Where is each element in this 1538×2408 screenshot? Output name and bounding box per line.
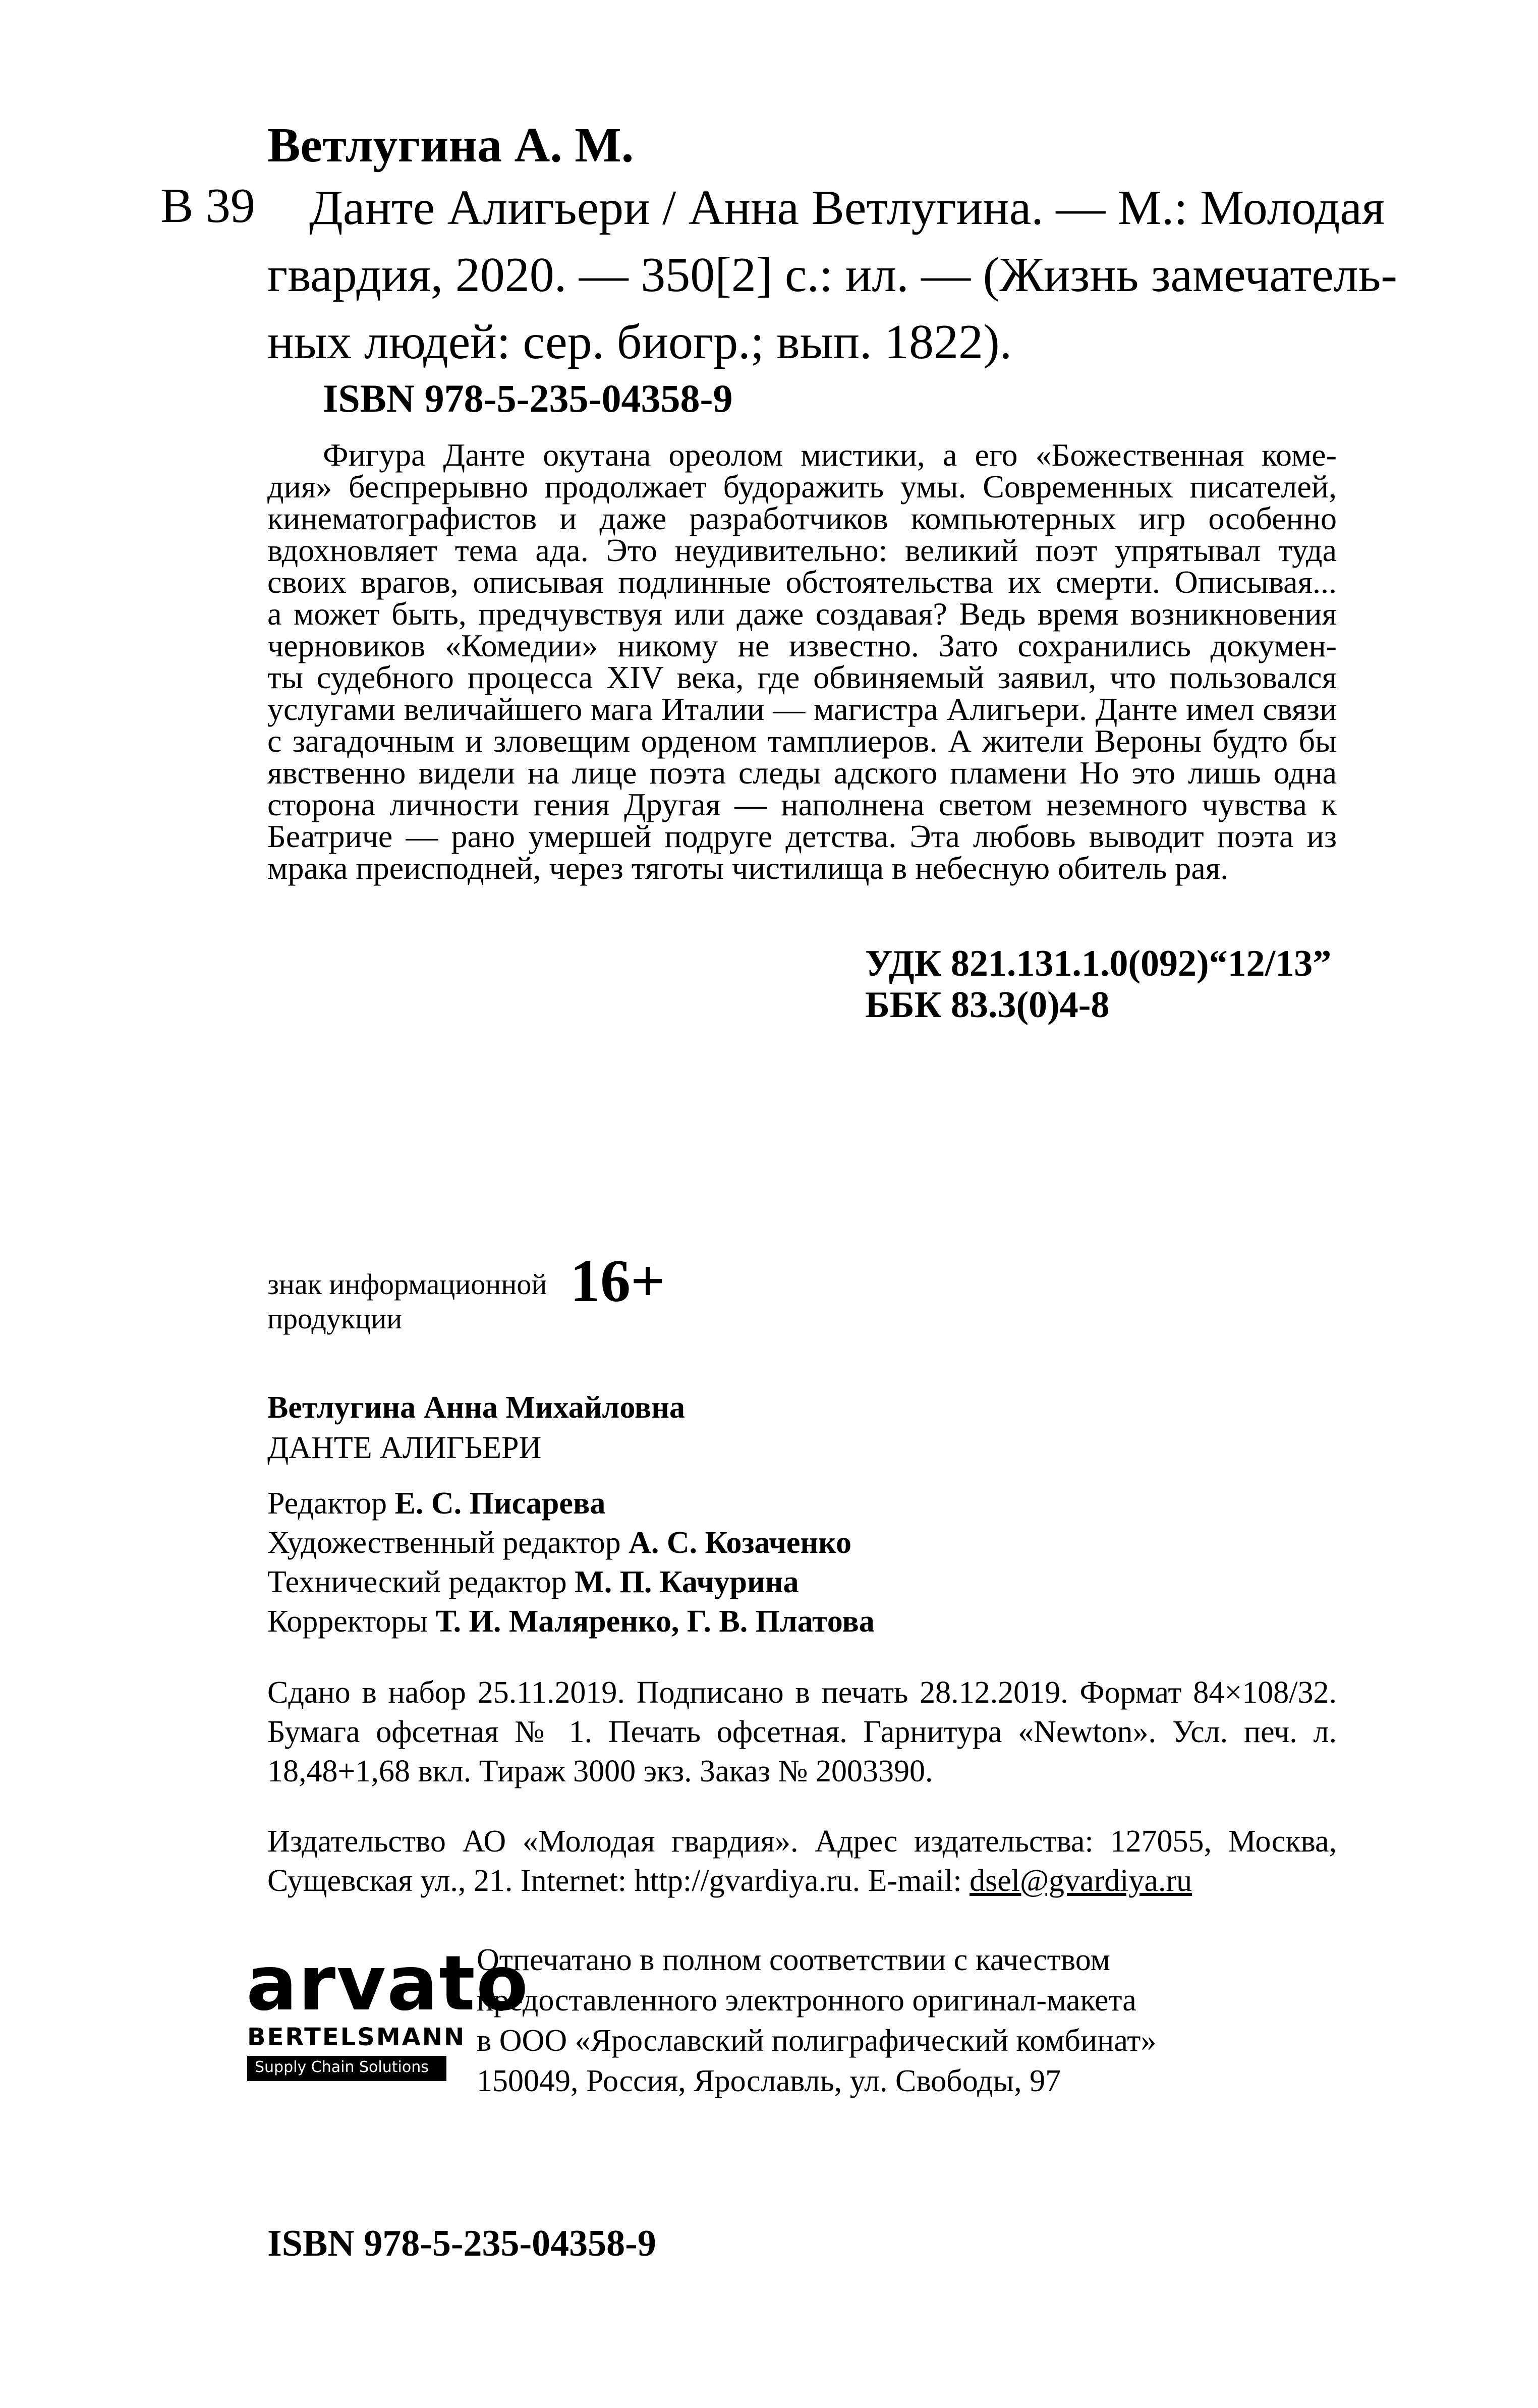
age-rating: 16+ <box>570 1247 665 1314</box>
annotation-line: черновиков «Комедии» никому не известно. Зато сохранились докумен- <box>267 628 1337 663</box>
author-full-name: Ветлугина Анна Михайловна <box>267 1390 685 1425</box>
staff-line: Художественный редактор А. С. Козаченко <box>267 1526 852 1560</box>
annotation-line: Фигура Данте окутана ореолом мистики, а его «Божественная коме- <box>323 437 1337 473</box>
description-line-3: ных людей: сер. биогр.; вып. 1822). <box>267 315 1012 369</box>
author-heading: Ветлугина А. М. <box>267 118 634 173</box>
print-data-line: Бумага офсетная № 1. Печать офсетная. Гарнитура «Newton». Усл. печ. л. <box>267 1715 1337 1749</box>
annotation-line: а может быть, предчувствуя или даже создавая? Ведь время возникновения <box>267 596 1337 632</box>
staff-line: Корректоры Т. И. Маляренко, Г. В. Платова <box>267 1604 875 1639</box>
staff-line: Технический редактор М. П. Качурина <box>267 1565 799 1599</box>
description-line-1: Данте Алигьери / Анна Ветлугина. — М.: Молодая <box>309 181 1385 235</box>
printer-line: в ООО «Ярославский полиграфический комбинат» <box>477 2024 1157 2058</box>
annotation-line: своих врагов, описывая подлинные обстоятельства их смерти. Описывая... <box>267 564 1337 600</box>
print-data-line: 18,48+1,68 вкл. Тираж 3000 экз. Заказ № 2003390. <box>267 1754 933 1788</box>
annotation-line: мрака преисподней, через тяготы чистилища в небесную обитель рая. <box>267 850 1229 886</box>
annotation-line: сторона личности гения Другая — наполнена светом неземного чувства к <box>267 787 1337 822</box>
annotation-line: явственно видели на лице поэта следы адского пламени Но это лишь одна <box>267 755 1337 791</box>
printer-line: 150049, Россия, Ярославль, ул. Свободы, 97 <box>477 2064 1061 2098</box>
email-link[interactable]: dsel@gvardiya.ru <box>970 1864 1192 1898</box>
annotation-line: услугами величайшего мага Италии — магистра Алигьери. Данте имел связи <box>267 691 1337 727</box>
isbn-bottom: ISBN 978-5-235-04358-9 <box>267 2223 656 2264</box>
printer-line: Отпечатано в полном соответствии с качеством <box>477 1943 1110 1977</box>
publisher-line: Издательство АО «Молодая гвардия». Адрес издательства: 127055, Москва, <box>267 1824 1337 1859</box>
annotation-line: кинематографистов и даже разработчиков компьютерных игр особенно <box>267 500 1337 536</box>
isbn-top: ISBN 978-5-235-04358-9 <box>323 376 733 420</box>
logo-tagline: Supply Chain Solutions <box>255 2058 429 2076</box>
udk-code: УДК 821.131.1.0(092)“12/13” <box>865 943 1332 984</box>
publisher-line: Сущевская ул., 21. Internet: http://gvardiya.ru. E-mail: dsel@gvardiya.ru <box>267 1864 1192 1898</box>
annotation-line: ты судебного процесса XIV века, где обвиняемый заявил, что пользовался <box>267 659 1337 695</box>
arvato-logo: arvato <box>246 1940 529 2028</box>
printer-line: предоставленного электронного оригинал-макета <box>477 1983 1136 2018</box>
annotation-line: Беатриче — рано умершей подруге детства. Эта любовь выводит поэта из <box>267 818 1337 854</box>
age-mark-label-1: знак информационной <box>267 1268 547 1301</box>
annotation-line: вдохновляет тема ада. Это неудивительно: великий поэт упрятывал туда <box>267 532 1337 568</box>
print-data-line: Сдано в набор 25.11.2019. Подписано в печать 28.12.2019. Формат 84×108/32. <box>267 1675 1337 1710</box>
classification-code: В 39 <box>160 179 255 233</box>
bbk-code: ББК 83.3(0)4-8 <box>865 984 1110 1026</box>
bertelsmann-logo: BERTELSMANN <box>247 2023 466 2051</box>
annotation-line: дия» беспрерывно продолжает будоражить умы. Современных писателей, <box>267 469 1337 505</box>
book-title: ДАНТЕ АЛИГЬЕРИ <box>267 1431 542 1465</box>
staff-line: Редактор Е. С. Писарева <box>267 1486 606 1521</box>
age-mark-label-2: продукции <box>267 1302 403 1335</box>
description-line-2: гвардия, 2020. — 350[2] с.: ил. — (Жизнь замечатель- <box>267 248 1397 302</box>
annotation-line: с загадочным и зловещим орденом тамплиеров. А жители Вероны будто бы <box>267 723 1337 759</box>
